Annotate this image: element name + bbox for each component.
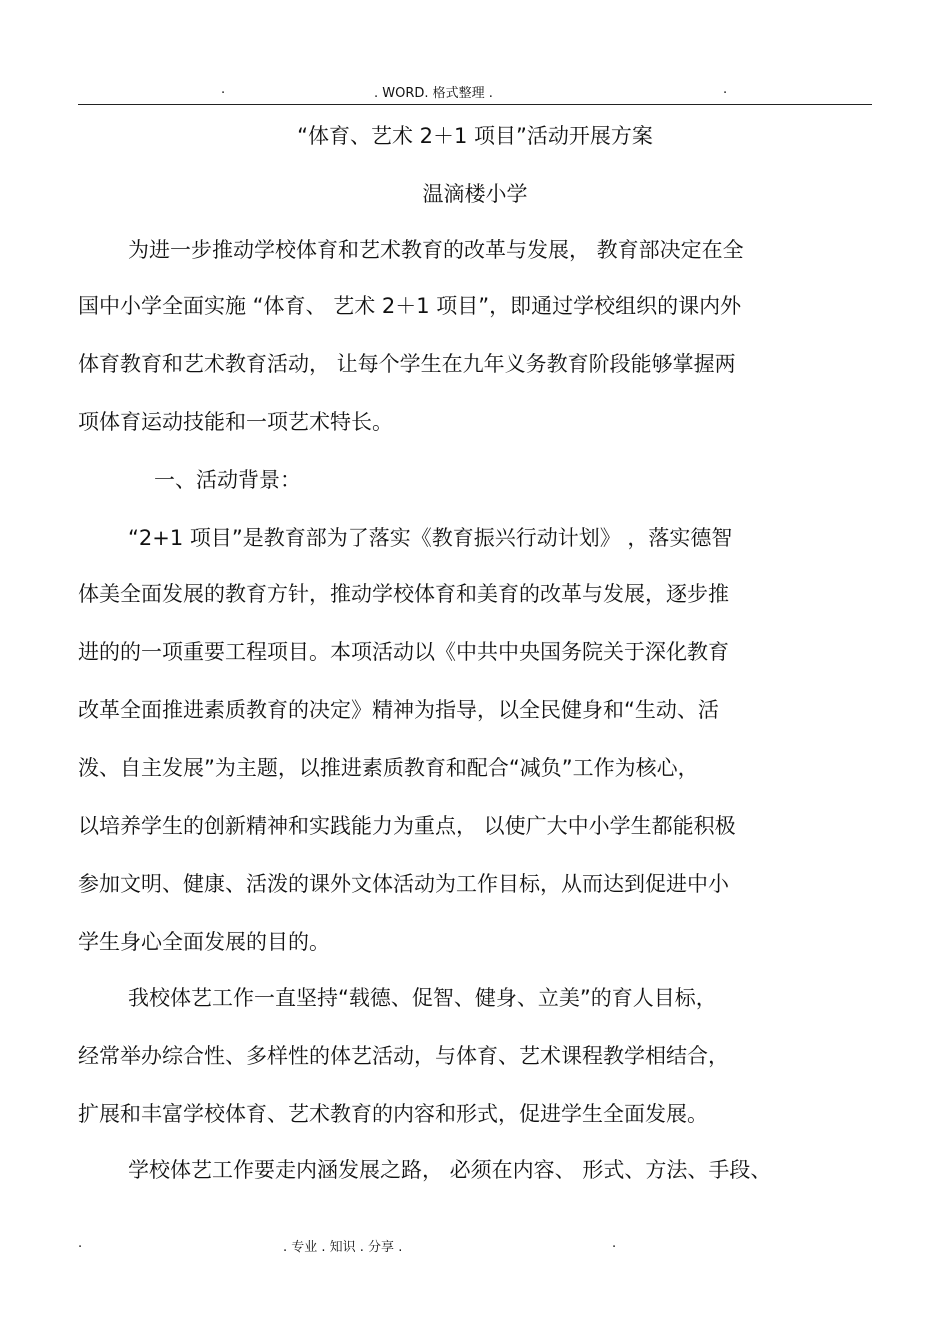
paragraph-line: 体育教育和艺术教育活动， 让每个学生在九年义务教育阶段能够掌握两 [78,352,736,376]
paragraph-line: 学校体艺工作要走内涵发展之路， 必须在内容、 形式、方法、手段、 [128,1158,772,1182]
document-title: “体育、艺术 2＋1 项目”活动开展方案 [297,124,653,148]
paragraph-line: 泼、自主发展”为主题，以推进素质教育和配合“减负”工作为核心， [78,756,699,780]
paragraph-line: 体美全面发展的教育方针，推动学校体育和美育的改革与发展，逐步推 [78,582,729,606]
page-header [78,80,872,105]
paragraph-line: 项体育运动技能和一项艺术特长。 [78,410,393,434]
paragraph-line: 改革全面推进素质教育的决定》精神为指导，以全民健身和“生动、活 [78,698,719,722]
header-right-dot: . [723,82,728,97]
footer-label: . 专业 . 知识 . 分享 . [283,1240,403,1255]
paragraph-line: 国中小学全面实施 “体育、 艺术 2＋1 项目”，即通过学校组织的课内外 [78,294,742,318]
footer-right-dot: . [612,1236,617,1251]
school-name: 温滴楼小学 [422,182,528,206]
paragraph-line: 参加文明、健康、活泼的课外文体活动为工作目标，从而达到促进中小 [78,872,729,896]
header-left-dot: . [221,82,226,97]
paragraph-line: 扩展和丰富学校体育、艺术教育的内容和形式，促进学生全面发展。 [78,1102,708,1126]
paragraph-line: 进的的一项重要工程项目。本项活动以《中共中央国务院关于深化教育 [78,640,729,664]
paragraph-line: 我校体艺工作一直坚持“载德、促智、健身、立美”的育人目标， [128,986,717,1010]
paragraph-line: 以培养学生的创新精神和实践能力为重点， 以使广大中小学生都能积极 [78,814,736,838]
footer-left-dot: . [78,1236,83,1251]
paragraph-line: 为进一步推动学校体育和艺术教育的改革与发展， 教育部决定在全 [128,238,744,262]
page-footer [78,1236,872,1256]
paragraph-line: 学生身心全面发展的目的。 [78,930,330,954]
header-label: . WORD. 格式整理 . [374,86,493,101]
paragraph-line: “2+1 项目”是教育部为了落实《教育振兴行动计划》 ，落实德智 [128,526,733,550]
paragraph-line: 经常举办综合性、多样性的体艺活动，与体育、艺术课程教学相结合， [78,1044,729,1068]
section-heading: 一、活动背景： [154,468,301,492]
